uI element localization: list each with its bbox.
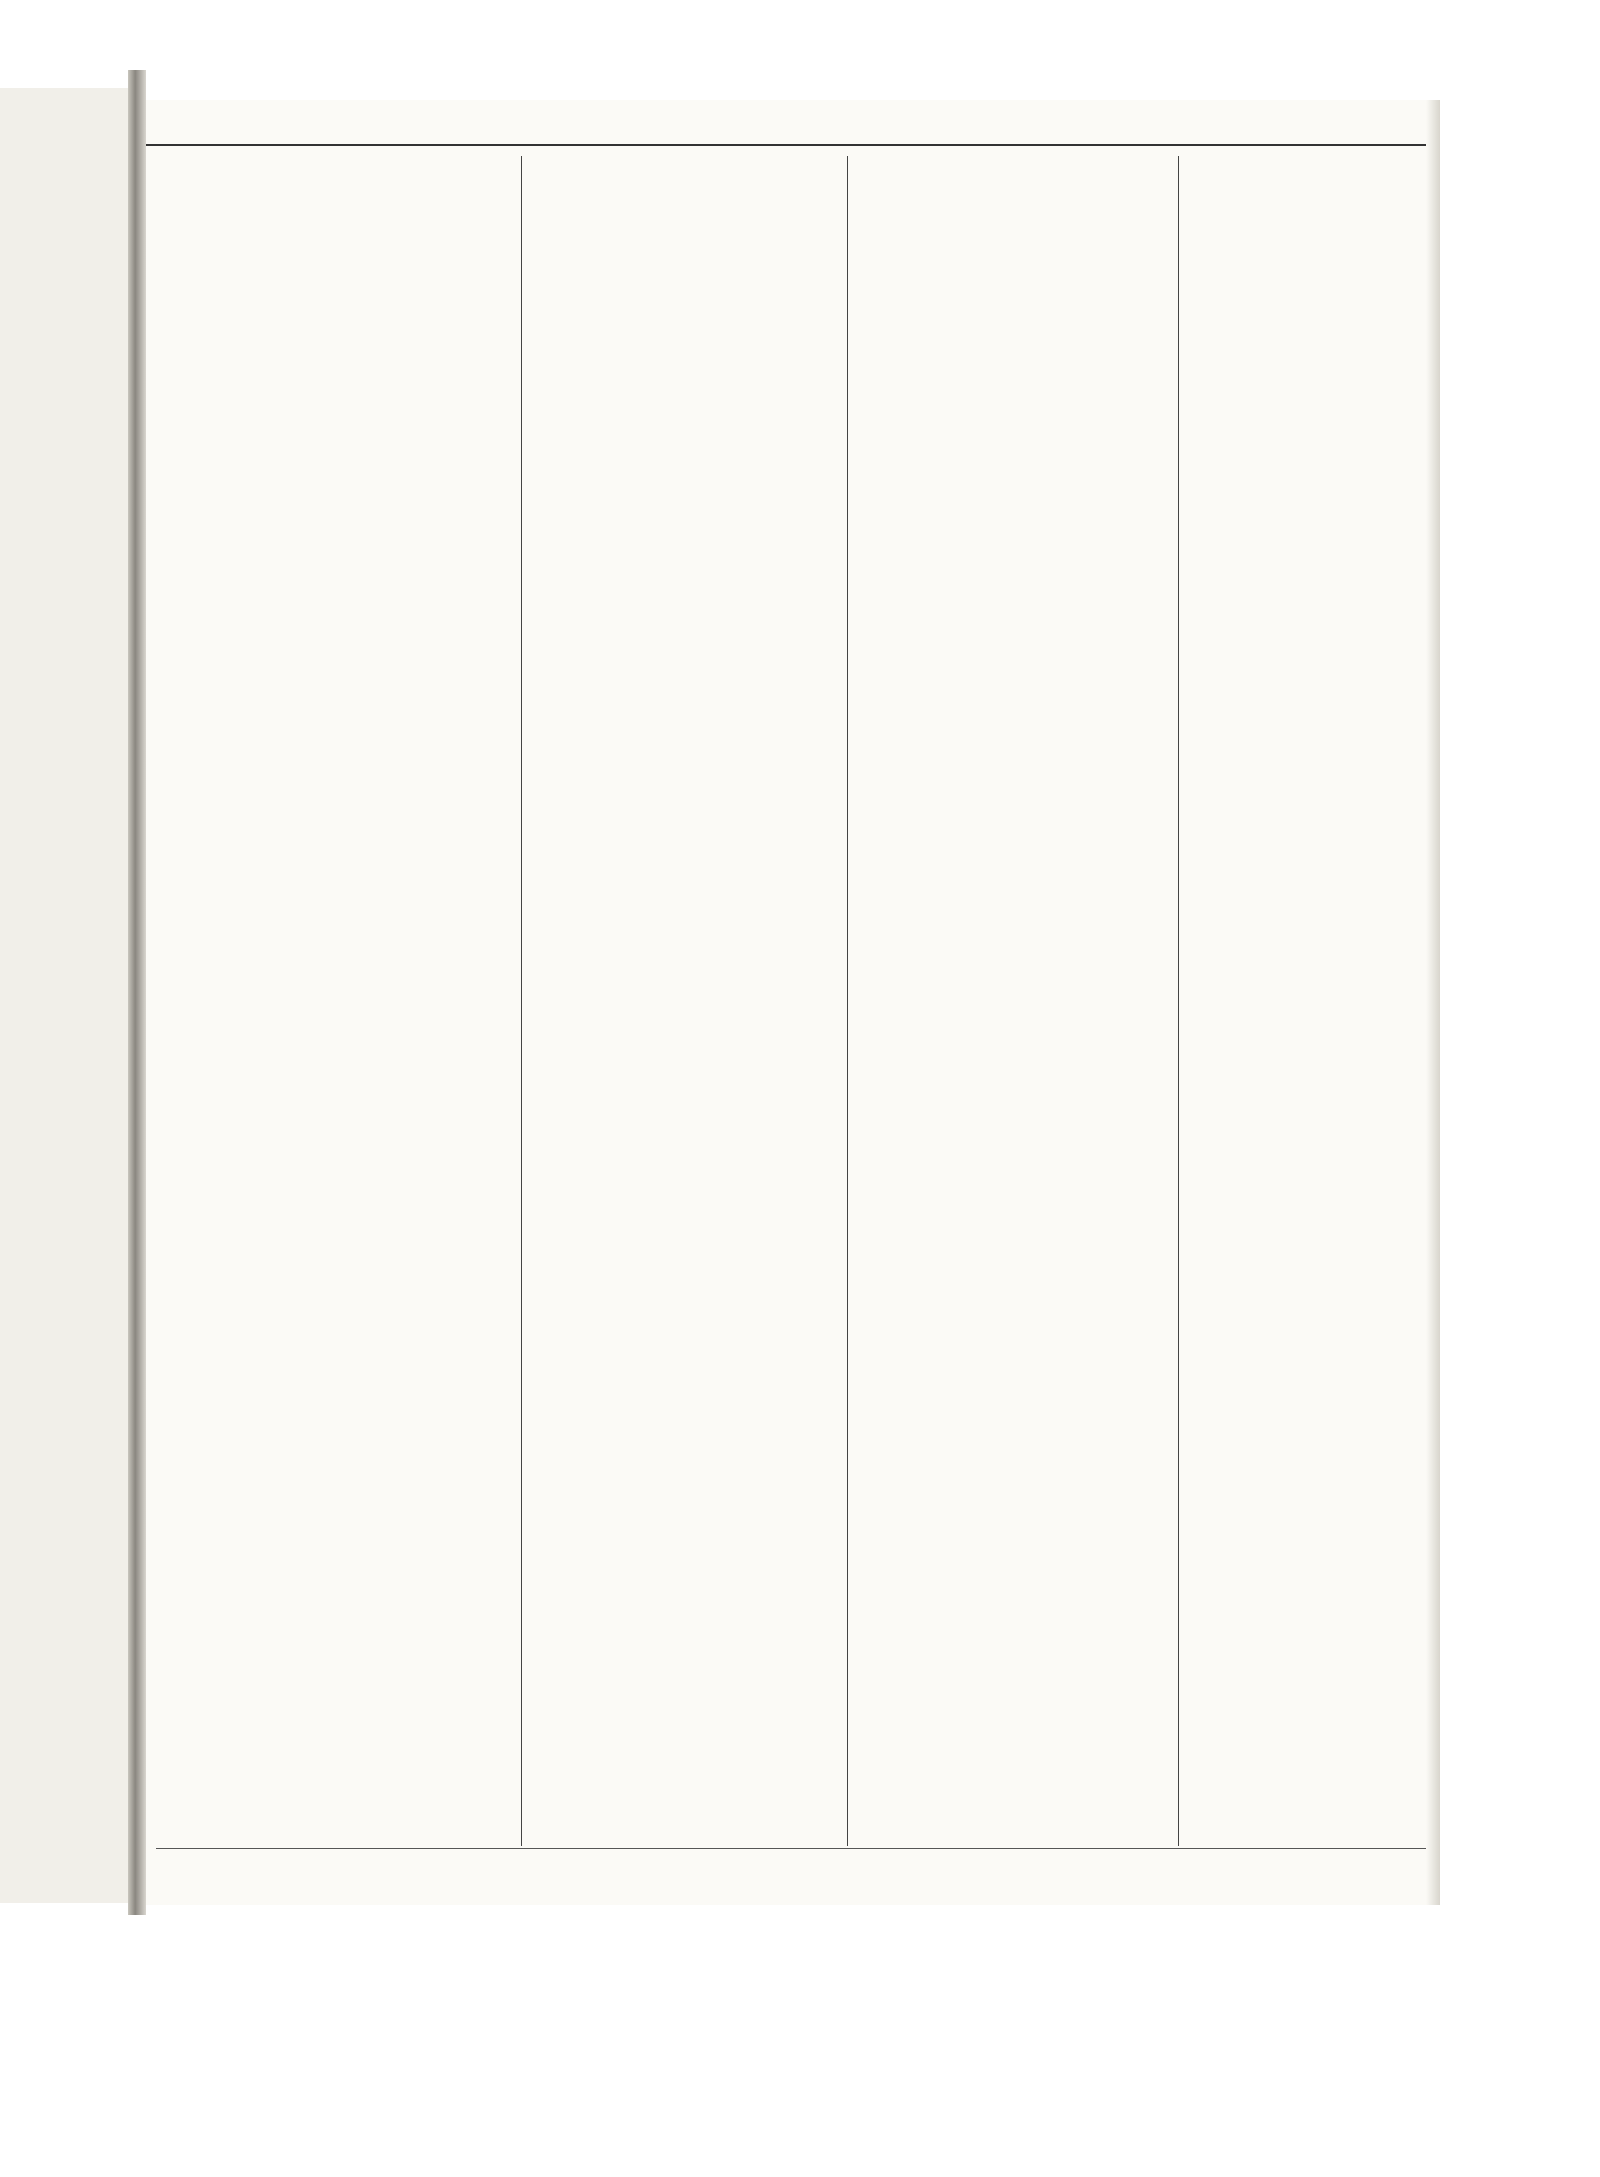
running-header [146,112,1440,142]
column-3 [853,156,1173,1846]
adjacent-page-strip [0,88,128,1903]
column-2 [526,156,841,1846]
footer-note [146,1864,1440,1886]
column-divider [1178,156,1179,1846]
column-1 [196,156,516,1846]
column-divider [521,156,522,1846]
header-rule [146,144,1440,146]
column-4 [1184,156,1502,1846]
column-divider [847,156,848,1846]
book-binding [128,70,146,1915]
page-edge-shadow [1426,100,1440,1905]
directory-page [146,100,1440,1905]
footer-rule [156,1848,1430,1849]
